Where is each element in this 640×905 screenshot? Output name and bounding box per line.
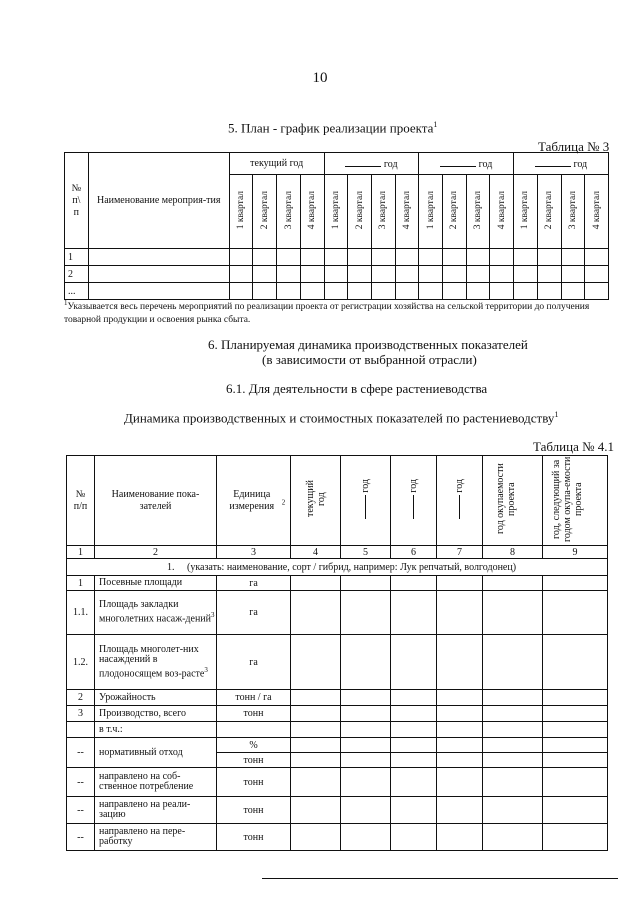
- t3-quarter: 1 квартал: [419, 175, 443, 249]
- column-number: 8: [483, 546, 543, 559]
- t3-header-year-current: текущий год: [229, 153, 324, 175]
- table-4-1-title-text: Динамика производственных и стоимостных показателей по растениеводству: [124, 410, 555, 426]
- footnote-text: Указывается весь перечень мероприятий по реализации проекта от регистрации хозяйства на сельской территории до получения товарной продукции и освоения рынка сбыта.: [64, 302, 590, 326]
- section-6-1-subtitle: 6.1. Для деятельности в сфере растениеводства: [226, 381, 488, 396]
- t4-column-numbers: [67, 546, 608, 559]
- crop-dynamics-table: [66, 455, 608, 851]
- column-number: 6: [391, 546, 437, 559]
- section-5-title: [228, 120, 437, 136]
- t4-culture-row: [67, 559, 608, 576]
- table-row: -- нормативный отход %: [67, 738, 608, 753]
- t3-quarter: 3 квартал: [277, 175, 301, 249]
- culture-description: 1. (указать: наименование, сорт / гибрид, например: Лук репчатый, волгодонец): [67, 559, 608, 576]
- column-number: 3: [217, 546, 291, 559]
- table-4-1-title: [124, 410, 558, 426]
- table-row: 2 Урожайность тонн / га: [67, 690, 608, 706]
- section-6-title-line-2: (в зависимости от выбранной отрасли): [262, 352, 477, 367]
- t3-row-num: 1: [65, 249, 89, 266]
- table-row: [65, 266, 609, 283]
- t3-header-year-2: год: [324, 153, 419, 175]
- t3-row-num: 2: [65, 266, 89, 283]
- section-5-footnote: [64, 297, 616, 327]
- table-row: -- направлено на пере-работку тонн: [67, 824, 608, 851]
- t3-quarter: 2 квартал: [253, 175, 277, 249]
- column-number: 1: [67, 546, 95, 559]
- t3-quarter: 1 квартал: [324, 175, 348, 249]
- table-4-1-caption: Таблица № 4.1: [533, 439, 615, 454]
- t3-quarter: 3 квартал: [561, 175, 585, 249]
- page-number: 10: [312, 70, 328, 86]
- t4-header-year-current: текущий год: [291, 456, 341, 546]
- column-number: 5: [341, 546, 391, 559]
- t3-quarter: 4 квартал: [300, 175, 324, 249]
- column-number: 4: [291, 546, 341, 559]
- t3-quarter: 2 квартал: [443, 175, 467, 249]
- plan-schedule-table: [64, 152, 609, 300]
- t4-header-next-year: год, следующий за годом окупа-емости проекта: [543, 456, 608, 546]
- t3-quarter: 1 квартал: [514, 175, 538, 249]
- t3-quarter: 2 квартал: [348, 175, 372, 249]
- footnote-marker: 1: [64, 299, 68, 307]
- t3-row-num: ...: [65, 283, 89, 300]
- t4-header-year: год: [437, 456, 483, 546]
- section-5-title-text: 5. План - график реализации проекта: [228, 120, 434, 136]
- table-row: в т.ч.:: [67, 722, 608, 738]
- t4-header-name: Наименование пока-зателей: [95, 456, 217, 546]
- t4-header-year: год: [391, 456, 437, 546]
- column-number: 2: [95, 546, 217, 559]
- table-3-caption: Таблица № 3: [538, 139, 610, 154]
- t3-header-year-4: год: [514, 153, 609, 175]
- table-4-1-title-sup: 1: [554, 410, 559, 419]
- bottom-rule: [262, 878, 618, 879]
- t3-header-year-3: год: [419, 153, 514, 175]
- t3-quarter: 4 квартал: [490, 175, 514, 249]
- t4-header-num: № п/п: [67, 456, 95, 546]
- t3-quarter: 4 квартал: [395, 175, 419, 249]
- column-number: 7: [437, 546, 483, 559]
- t4-header-unit: Единица измерения $^2$: [217, 456, 291, 546]
- section-5-title-sup: 1: [433, 120, 438, 129]
- t3-header-name: Наименование мероприя-тия: [88, 153, 229, 249]
- table-row: -- направлено на реали-зацию тонн: [67, 797, 608, 824]
- table-row: 1.1. Площадь закладки многолетних насаж-дений$^3$ га: [67, 591, 608, 635]
- t3-quarter: 1 квартал: [229, 175, 253, 249]
- t4-header-year: год: [341, 456, 391, 546]
- t3-header-num: № п\ п: [65, 153, 89, 249]
- section-6-title-line-1: 6. Планируемая динамика производственных показателей: [208, 337, 528, 352]
- t3-quarter: 2 квартал: [537, 175, 561, 249]
- t4-header-payback: год окупаемости проекта: [483, 456, 543, 546]
- t3-quarter: 4 квартал: [585, 175, 609, 249]
- table-row: тонн: [67, 753, 608, 768]
- column-number: 9: [543, 546, 608, 559]
- table-row: [65, 249, 609, 266]
- table-row: 1 Посевные площади га: [67, 576, 608, 591]
- table-row: -- направлено на соб-ственное потребление тонн: [67, 768, 608, 797]
- table-row: 3 Производство, всего тонн: [67, 706, 608, 722]
- t3-quarter: 3 квартал: [466, 175, 490, 249]
- t3-quarter: 3 квартал: [371, 175, 395, 249]
- table-row: 1.2. Площадь многолет-них насаждений в плодоносящем воз-расте$^3$ га: [67, 635, 608, 690]
